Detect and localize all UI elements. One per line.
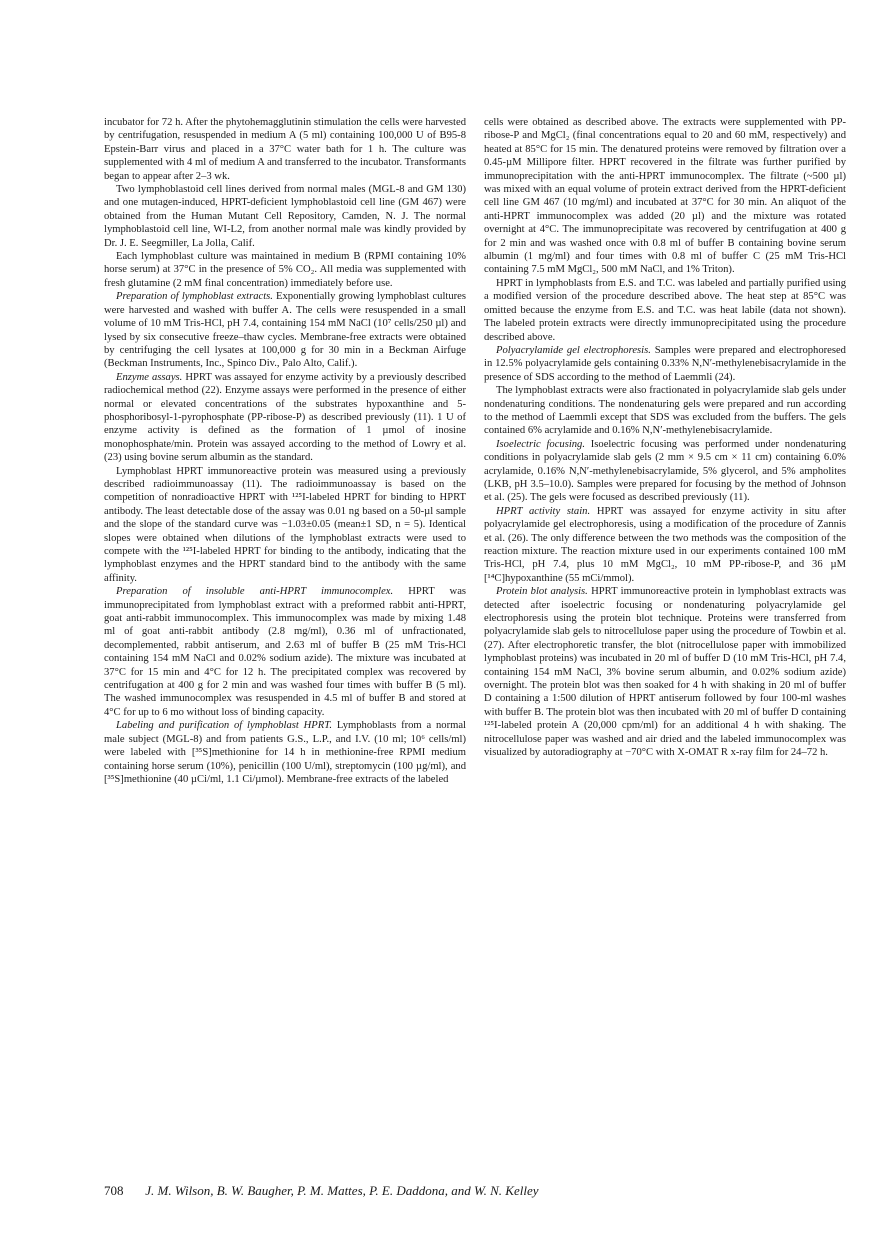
paragraph <box>484 438 846 505</box>
section-heading: HPRT activity stain. <box>496 505 591 517</box>
page-footer <box>104 1183 804 1199</box>
section-heading: Preparation of lymphoblast extracts. <box>116 291 273 303</box>
paragraph-body: HPRT was assayed for enzyme activity in situ after polyacrylamide gel electrophoresis, using a modification of the procedure of Zannis et al. (26). The only difference between the two methods was the composition of the reaction mixture. The reaction mixture used in our experiments contained 100 mM Tris-HCl, pH 7.4, plus 10 mM MgCl₂, 10 mM PP-ribose-P, and 36 µM [¹⁴C]hypoxanthine (55 mCi/mmol). <box>484 505 847 584</box>
paragraph-body: Lymphoblasts from a normal male subject (MGL-8) and from patients G.S., L.P., and I.V. (10 ml; 10⁶ cells/ml) were labeled with [³⁵S]methionine for 14 h in methionine-free RPMI medium containing horse serum (10%), penicillin (100 U/ml), streptomycin (100 µg/ml), and [³⁵S]methionine (40 µCi/ml, 1.1 Ci/µmol). Membrane-free extracts of the labeled <box>104 720 466 785</box>
author-line: J. M. Wilson, B. W. Baugher, P. M. Mattes, P. E. Daddona, and W. N. Kelley <box>145 1183 539 1198</box>
section-heading: Polyacrylamide gel electrophoresis. <box>496 344 651 356</box>
paragraph <box>484 505 846 585</box>
paragraph: Each lymphoblast culture was maintained in medium B (RPMI containing 10% horse serum) at 37°C in the presence of 5% CO₂. All media was supplemented with fresh glutamine (2 mM final concentration) immediately before use. <box>104 251 466 289</box>
paragraph: cells were obtained as described above. The extracts were supplemented with PP-ribose-P and MgCl₂ (final concentrations equal to 20 and 60 mM, respectively) and heated at 85°C for 15 min. The denatured proteins were removed by filtration over a 0.45-µM Millipore filter. HPRT recovered in the filtrate was further purified by immunoprecipitation with the anti-HPRT immunocomplex. The filtrate (~500 µl) was mixed with an equal volume of protein extract derived from the HPRT-deficient cell line GM 467 (10 mg/ml) and incubated at 37°C for 30 min. An aliquot of the anti-HPRT immunocomplex was added (20 µl) and the mixture was rotated overnight at 4°C. The immunoprecipitate was recovered by centrifugation at 400 g for 2 min and was washed once with 0.8 ml of buffer B containing bovine serum albumin (1 mg/ml) and four times with 0.8 ml of buffer C (25 mM Tris-HCl containing 7.5 mM MgCl₂, 500 mM NaCl, and 1% Triton). <box>484 117 846 276</box>
paragraph: Lymphoblast HPRT immunoreactive protein was measured using a previously described radioimmunoassay (11). The radioimmunoassay is based on the competition of nonradioactive HPRT with ¹²⁵I-labeled HPRT for binding to HPRT antibody. The least detectable dose of the assay was 0.01 ng based on a 50-µl sample and the slope of the standard curve was −1.03±0.05 (mean±1 SD, n = 5). Identical slopes were obtained when dilutions of the lymphoblast extracts were used to compete with the ¹²⁵I-labeled HPRT for binding to the antibody, indicating that the lymphoblast enzymes and the HPRT standard bind to the antibody with the same affinity. <box>104 465 466 584</box>
paragraph: The lymphoblast extracts were also fractionated in polyacrylamide slab gels under nondenaturing conditions. The nondenaturing gels were prepared and run according to the method of Laemmli except that SDS was excluded from the buffers. The gels contained 6% acrylamide and 0.16% N,N′-methylenebisacrylamide. <box>484 385 846 437</box>
paragraph-body: HPRT was assayed for enzyme activity by a previously described radiochemical method (22). Enzyme assays were performed in the presence of either normal or elevated concentrations of the substrates hypoxanthine and 5-phosphoribosyl-1-pyrophosphate (PP-ribose-P) as described previously (11). 1 U of enzyme activity is defined as the formation of 1 µmol of inosine monophosphate/min. Protein was assayed according to the method of Lowry et al. (23) using bovine serum albumin as the standard. <box>104 371 467 464</box>
left-column <box>104 116 466 786</box>
paragraph-body: HPRT was immunoprecipitated from lymphoblast extract with a preformed rabbit anti-HPRT, goat anti-rabbit immunocomplex. This immunocomplex was made by mixing 1.48 ml of goat anti-rabbit antibody (2.8 mg/ml), 0.36 ml of unfractionated, decomplemented, rabbit antiserum, and 2.63 ml of buffer B (25 mM Tris-HCl containing 154 mM NaCl and 0.02% sodium azide). The mixture was incubated at 37°C for 15 min and 4°C for 12 h. The precipitated complex was recovered by centrifugation at 400 g for 2 min and was washed four times with buffer B (5 ml). The washed immunocomplex was resuspended in 4.5 ml of buffer B and stored at 4°C for up to 6 mo without loss of binding capacity. <box>104 586 467 718</box>
paragraph: HPRT in lymphoblasts from E.S. and T.C. was labeled and partially purified using a modified version of the procedure described above. The heat step at 85°C was omitted because the enzyme from E.S. and T.C. was heat labile (data not shown). The labeled protein extracts were directly immunoprecipitated using the procedure described above. <box>484 277 846 343</box>
right-column <box>484 116 846 760</box>
section-heading: Protein blot analysis. <box>496 586 588 598</box>
section-heading: Isoelectric focusing. <box>496 438 586 450</box>
paragraph: incubator for 72 h. After the phytohemagglutinin stimulation the cells were harvested by centrifugation, resuspended in medium A (5 ml) containing 100,000 U of B95-8 Epstein-Barr virus and placed in a 37°C water bath for 1 h. The culture was supplemented with 4 ml of medium A and transferred to the incubator. Transformants began to appear after 2–3 wk. <box>104 117 466 182</box>
paragraph: Two lymphoblastoid cell lines derived from normal males (MGL-8 and GM 130) and one mutagen-induced, HPRT-deficient lymphoblastoid cell line (GM 467) were obtained from the Human Mutant Cell Repository, Camden, N. J. The normal lymphoblastoid cell line, WI-L2, from another normal male was kindly provided by Dr. J. E. Seegmiller, La Jolla, Calif. <box>104 184 466 249</box>
paragraph-body: Isoelectric focusing was performed under nondenaturing conditions in polyacrylamide slab gels (2 mm × 9.5 cm × 11 cm) containing 6.0% acrylamide, 0.16% N,N′-methylenebisacrylamide, 5% glycerol, and 5% ampholites (LKB, pH 3.5–10.0). Samples were prepared for focusing by the method of Johnson et al. (25). The gels were focused as described previously (11). <box>484 438 847 504</box>
paragraph <box>484 585 846 759</box>
section-heading: Labeling and purification of lymphoblast HPRT. <box>116 720 333 732</box>
paragraph <box>104 290 466 370</box>
paragraph-body: HPRT immunoreactive protein in lymphoblast extracts was detected after isoelectric focusing or nondenaturing polyacrylamide gel electrophoresis using the protein blot technique. Proteins were transferred from polyacrylamide slab gels to nitrocellulose paper using the procedure of Towbin et al. (27). After electrophoretic transfer, the blot (nitrocellulose paper with immobilized lymphoblast proteins) was incubated in 20 ml of buffer D (10 mM Tris-HCl, pH 7.4, containing 154 mM NaCl, 3% bovine serum albumin, and 0.02% sodium azide) overnight. The protein blot was then soaked for 4 h with shaking in 20 ml of buffer D containing a 1:500 dilution of HPRT antiserum followed by four 100-ml washes with buffer B. The protein blot was then incubated with 20 ml of buffer D containing ¹²⁵I-labeled protein A (20,000 cpm/ml) for an additional 4 h with shaking. The nitrocellulose paper was washed and air dried and the labeled immunocomplex was visualized by autoradiography at −70°C with X-OMAT R x-ray film for 24–72 h. <box>484 586 846 759</box>
paragraph-body: Samples were prepared and electrophoresed in 12.5% polyacrylamide gels containing 0.33% N,N′-methylenebisacrylamide in the presence of SDS according to the method of Laemmli (24). <box>484 344 846 383</box>
paragraph <box>104 585 466 719</box>
paragraph-body: Exponentially growing lymphoblast cultures were harvested and washed with buffer A. The cells were resuspended in a small volume of 10 mM Tris-HCl, pH 7.4, containing 154 mM NaCl (10⁷ cells/250 µl) and lysed by six consecutive freeze–thaw cycles. Membrane-free extracts were obtained by centrifuging the cell lysates at 100,000 g for 30 min in a Beckman Airfuge (Beckman Instruments, Inc., Spinco Div., Palo Alto, Calif.). <box>104 291 466 370</box>
paragraph <box>104 371 466 465</box>
paragraph <box>104 719 466 786</box>
page-number: 708 <box>104 1183 124 1198</box>
paragraph <box>484 344 846 384</box>
section-heading: Preparation of insoluble anti-HPRT immunocomplex. <box>116 586 394 598</box>
section-heading: Enzyme assays. <box>116 371 183 383</box>
